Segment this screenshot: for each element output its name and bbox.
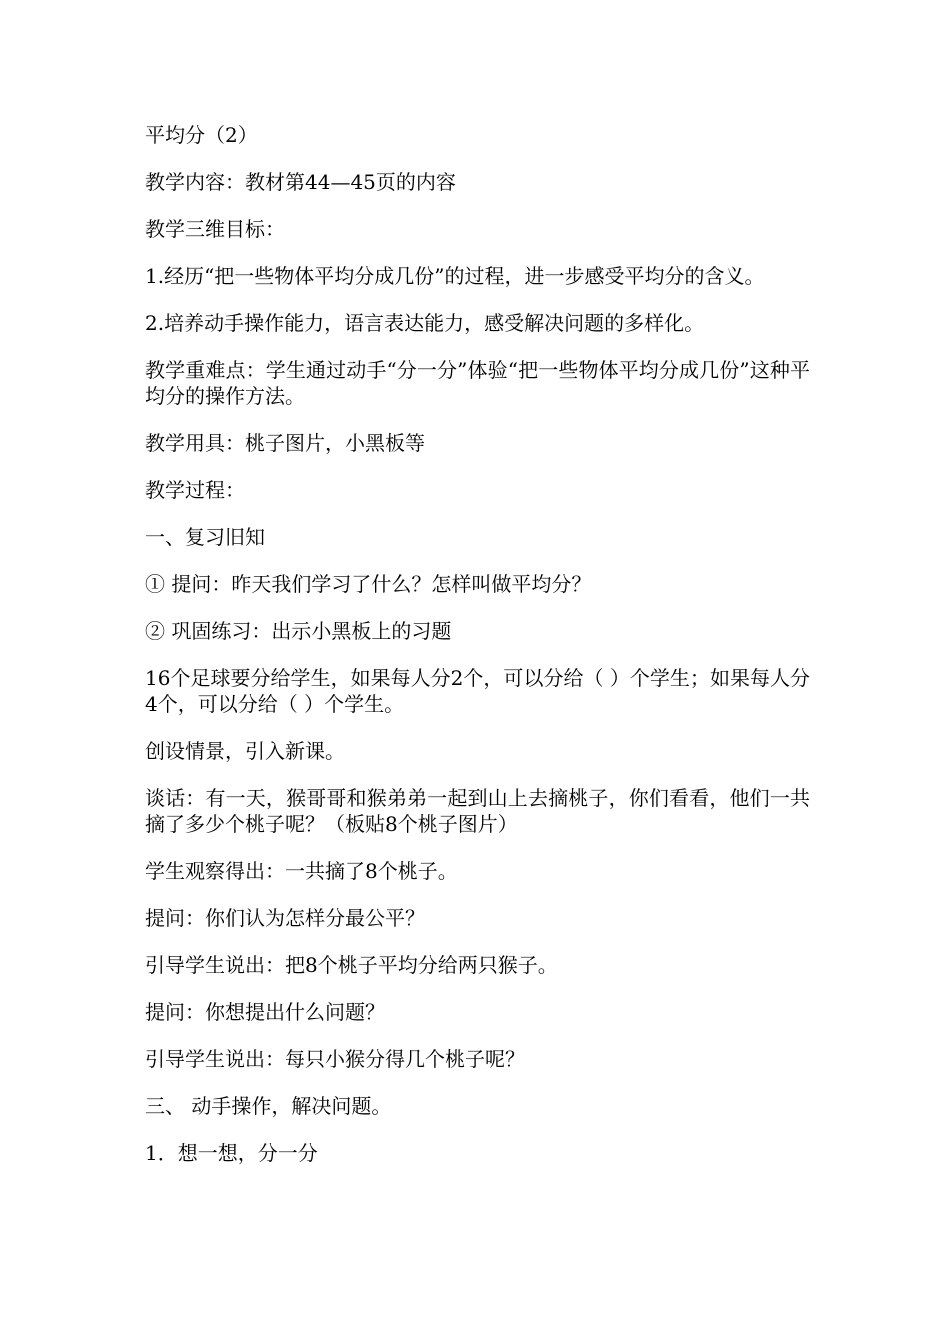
document-body bbox=[145, 122, 810, 1187]
lesson-title: 平均分（2） bbox=[145, 123, 258, 147]
teaching-tools: 教学用具：桃子图片，小黑板等 bbox=[145, 431, 425, 455]
process-heading: 教学过程： bbox=[145, 478, 245, 502]
objectives-heading: 教学三维目标： bbox=[145, 217, 285, 241]
scenario-heading: 创设情景，引入新课。 bbox=[145, 739, 345, 763]
guide-answer-2: 引导学生说出：每只小猴分得几个桃子呢？ bbox=[145, 1047, 525, 1071]
question-fairness: 提问：你们认为怎样分最公平？ bbox=[145, 906, 425, 930]
exercise-problem: 16个足球要分给学生，如果每人分2个，可以分给（ ）个学生；如果每人分4个，可以分给（ ）个学生。 bbox=[145, 666, 810, 716]
teaching-content: 教学内容：教材第44—45页的内容 bbox=[145, 170, 456, 194]
step-1-heading: 1．想一想，分一分 bbox=[145, 1141, 318, 1165]
observation-paragraph: 学生观察得出：一共摘了8个桃子。 bbox=[145, 859, 458, 883]
review-question: ① 提问：昨天我们学习了什么？怎样叫做平均分？ bbox=[145, 572, 592, 596]
section-operation-heading: 三、 动手操作，解决问题。 bbox=[145, 1094, 392, 1118]
review-exercise: ② 巩固练习：出示小黑板上的习题 bbox=[145, 619, 452, 643]
objective-2: 2.培养动手操作能力，语言表达能力，感受解决问题的多样化。 bbox=[145, 311, 705, 335]
guide-answer-1: 引导学生说出：把8个桃子平均分给两只猴子。 bbox=[145, 953, 558, 977]
question-problem: 提问：你想提出什么问题？ bbox=[145, 1000, 385, 1024]
dialogue-paragraph: 谈话：有一天，猴哥哥和猴弟弟一起到山上去摘桃子，你们看看，他们一共摘了多少个桃子呢？（板贴8个桃子图片） bbox=[145, 786, 810, 836]
section-review-heading: 一、复习旧知 bbox=[145, 525, 265, 549]
key-difficulties: 教学重难点：学生通过动手“分一分”体验“把一些物体平均分成几份”这种平均分的操作方法。 bbox=[145, 358, 810, 408]
objective-1: 1.经历“把一些物体平均分成几份”的过程，进一步感受平均分的含义。 bbox=[145, 264, 765, 288]
